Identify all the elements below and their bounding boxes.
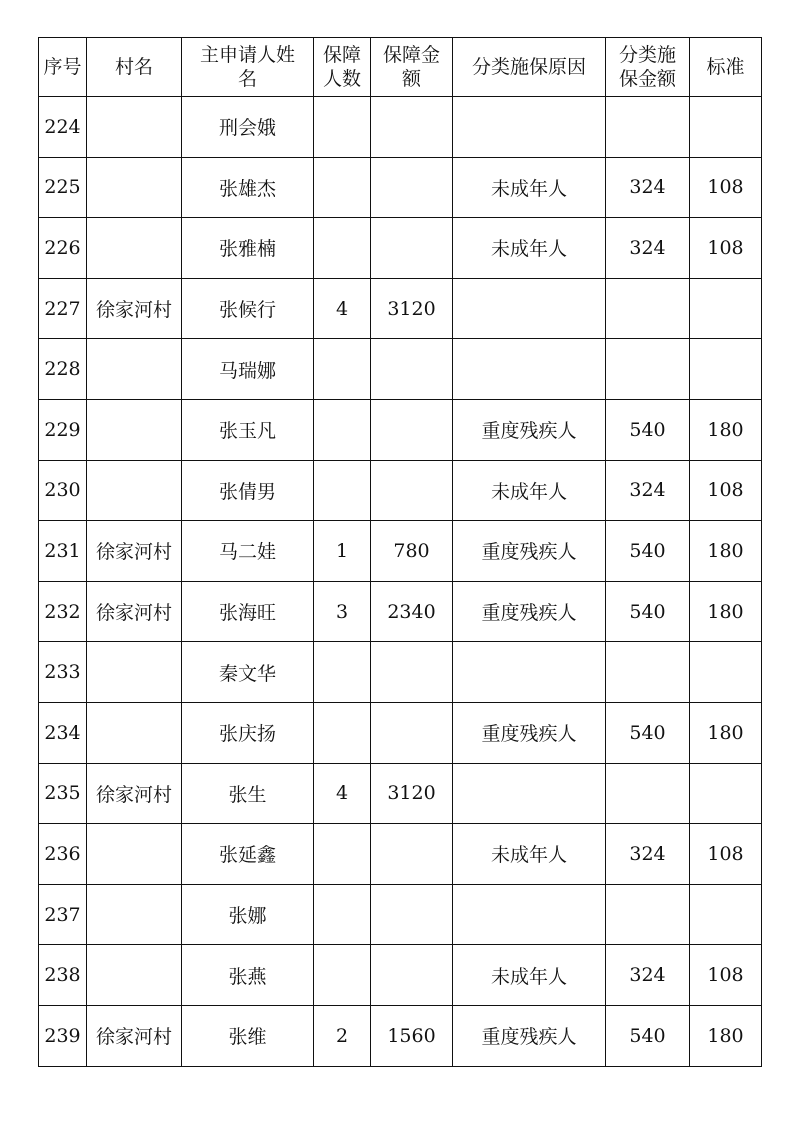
cell-people (314, 642, 371, 703)
cell-standard: 108 (690, 460, 762, 521)
cell-amount (371, 218, 453, 279)
cell-class-amount: 324 (606, 157, 690, 218)
table-body (39, 97, 762, 1067)
cell-reason: 未成年人 (453, 218, 606, 279)
cell-reason: 重度残疾人 (453, 581, 606, 642)
cell-people (314, 460, 371, 521)
cell-seq: 235 (39, 763, 87, 824)
cell-applicant: 张玉凡 (182, 399, 314, 460)
table-row (39, 97, 762, 158)
cell-applicant: 张雄杰 (182, 157, 314, 218)
cell-class-amount: 324 (606, 824, 690, 885)
cell-seq: 224 (39, 97, 87, 158)
cell-seq: 233 (39, 642, 87, 703)
cell-village (87, 399, 182, 460)
cell-standard (690, 339, 762, 400)
header-applicant: 主申请人姓名 (182, 38, 314, 97)
cell-village (87, 460, 182, 521)
table-row (39, 460, 762, 521)
cell-reason: 重度残疾人 (453, 702, 606, 763)
cell-applicant: 秦文华 (182, 642, 314, 703)
cell-class-amount: 540 (606, 581, 690, 642)
cell-people (314, 157, 371, 218)
cell-standard (690, 642, 762, 703)
cell-standard: 108 (690, 945, 762, 1006)
cell-applicant: 张倩男 (182, 460, 314, 521)
cell-applicant: 张雅楠 (182, 218, 314, 279)
cell-seq: 226 (39, 218, 87, 279)
cell-amount (371, 884, 453, 945)
header-seq: 序号 (39, 38, 87, 97)
cell-village: 徐家河村 (87, 278, 182, 339)
cell-seq: 236 (39, 824, 87, 885)
table-row (39, 339, 762, 400)
header-people: 保障人数 (314, 38, 371, 97)
cell-people (314, 824, 371, 885)
cell-village (87, 642, 182, 703)
cell-class-amount: 324 (606, 218, 690, 279)
cell-people: 2 (314, 1005, 371, 1066)
cell-village: 徐家河村 (87, 1005, 182, 1066)
cell-reason: 未成年人 (453, 157, 606, 218)
cell-amount: 780 (371, 521, 453, 582)
cell-people (314, 884, 371, 945)
assistance-roster-table (38, 37, 762, 1067)
header-village: 村名 (87, 38, 182, 97)
cell-reason: 未成年人 (453, 824, 606, 885)
cell-applicant: 张生 (182, 763, 314, 824)
cell-applicant: 张候行 (182, 278, 314, 339)
cell-seq: 232 (39, 581, 87, 642)
cell-village (87, 218, 182, 279)
cell-standard (690, 97, 762, 158)
table-row (39, 278, 762, 339)
cell-applicant: 张庆扬 (182, 702, 314, 763)
cell-reason: 重度残疾人 (453, 1005, 606, 1066)
cell-amount (371, 97, 453, 158)
cell-people (314, 339, 371, 400)
table-row (39, 218, 762, 279)
cell-reason: 未成年人 (453, 460, 606, 521)
cell-seq: 229 (39, 399, 87, 460)
table-row (39, 581, 762, 642)
cell-people: 1 (314, 521, 371, 582)
cell-amount (371, 642, 453, 703)
table-row (39, 642, 762, 703)
cell-people (314, 399, 371, 460)
cell-people (314, 945, 371, 1006)
cell-people: 4 (314, 278, 371, 339)
cell-standard: 108 (690, 218, 762, 279)
cell-village (87, 157, 182, 218)
cell-standard: 180 (690, 399, 762, 460)
cell-reason (453, 884, 606, 945)
cell-people (314, 702, 371, 763)
cell-reason: 未成年人 (453, 945, 606, 1006)
cell-standard (690, 763, 762, 824)
cell-applicant: 张海旺 (182, 581, 314, 642)
cell-applicant: 张维 (182, 1005, 314, 1066)
cell-village (87, 945, 182, 1006)
cell-amount: 3120 (371, 278, 453, 339)
cell-seq: 239 (39, 1005, 87, 1066)
header-standard: 标准 (690, 38, 762, 97)
cell-amount: 2340 (371, 581, 453, 642)
table-row (39, 702, 762, 763)
cell-village: 徐家河村 (87, 763, 182, 824)
cell-standard: 180 (690, 702, 762, 763)
header-amount: 保障金额 (371, 38, 453, 97)
cell-people: 3 (314, 581, 371, 642)
cell-seq: 225 (39, 157, 87, 218)
cell-amount (371, 339, 453, 400)
cell-seq: 227 (39, 278, 87, 339)
cell-reason: 重度残疾人 (453, 399, 606, 460)
cell-village (87, 884, 182, 945)
cell-reason (453, 339, 606, 400)
cell-amount (371, 702, 453, 763)
cell-standard: 180 (690, 581, 762, 642)
cell-reason (453, 642, 606, 703)
cell-standard: 108 (690, 157, 762, 218)
cell-class-amount: 540 (606, 702, 690, 763)
cell-applicant: 张娜 (182, 884, 314, 945)
cell-class-amount (606, 97, 690, 158)
cell-village (87, 339, 182, 400)
cell-class-amount (606, 339, 690, 400)
table-row (39, 399, 762, 460)
cell-standard: 180 (690, 521, 762, 582)
cell-amount: 1560 (371, 1005, 453, 1066)
cell-reason (453, 97, 606, 158)
cell-standard (690, 884, 762, 945)
cell-seq: 231 (39, 521, 87, 582)
cell-seq: 237 (39, 884, 87, 945)
cell-class-amount (606, 278, 690, 339)
table-header (39, 38, 762, 97)
cell-seq: 228 (39, 339, 87, 400)
cell-reason: 重度残疾人 (453, 521, 606, 582)
table-row (39, 157, 762, 218)
table-row (39, 1005, 762, 1066)
cell-seq: 234 (39, 702, 87, 763)
cell-class-amount: 324 (606, 460, 690, 521)
cell-standard: 180 (690, 1005, 762, 1066)
cell-amount (371, 157, 453, 218)
cell-amount (371, 945, 453, 1006)
cell-seq: 230 (39, 460, 87, 521)
cell-people (314, 218, 371, 279)
cell-applicant: 马二娃 (182, 521, 314, 582)
header-class-amount: 分类施保金额 (606, 38, 690, 97)
cell-amount (371, 460, 453, 521)
table-row (39, 521, 762, 582)
cell-standard: 108 (690, 824, 762, 885)
header-reason: 分类施保原因 (453, 38, 606, 97)
cell-class-amount: 324 (606, 945, 690, 1006)
cell-people: 4 (314, 763, 371, 824)
cell-class-amount (606, 763, 690, 824)
cell-class-amount: 540 (606, 521, 690, 582)
cell-applicant: 张燕 (182, 945, 314, 1006)
cell-amount: 3120 (371, 763, 453, 824)
cell-applicant: 马瑞娜 (182, 339, 314, 400)
header-row (39, 38, 762, 97)
cell-applicant: 张延鑫 (182, 824, 314, 885)
table-row (39, 884, 762, 945)
table-row (39, 763, 762, 824)
cell-seq: 238 (39, 945, 87, 1006)
cell-village (87, 97, 182, 158)
cell-class-amount: 540 (606, 1005, 690, 1066)
cell-standard (690, 278, 762, 339)
cell-class-amount (606, 884, 690, 945)
cell-applicant: 刑会娥 (182, 97, 314, 158)
cell-village (87, 824, 182, 885)
cell-village: 徐家河村 (87, 521, 182, 582)
cell-class-amount (606, 642, 690, 703)
cell-amount (371, 824, 453, 885)
cell-village: 徐家河村 (87, 581, 182, 642)
table-row (39, 824, 762, 885)
cell-village (87, 702, 182, 763)
cell-people (314, 97, 371, 158)
cell-reason (453, 278, 606, 339)
cell-reason (453, 763, 606, 824)
table-row (39, 945, 762, 1006)
cell-class-amount: 540 (606, 399, 690, 460)
cell-amount (371, 399, 453, 460)
